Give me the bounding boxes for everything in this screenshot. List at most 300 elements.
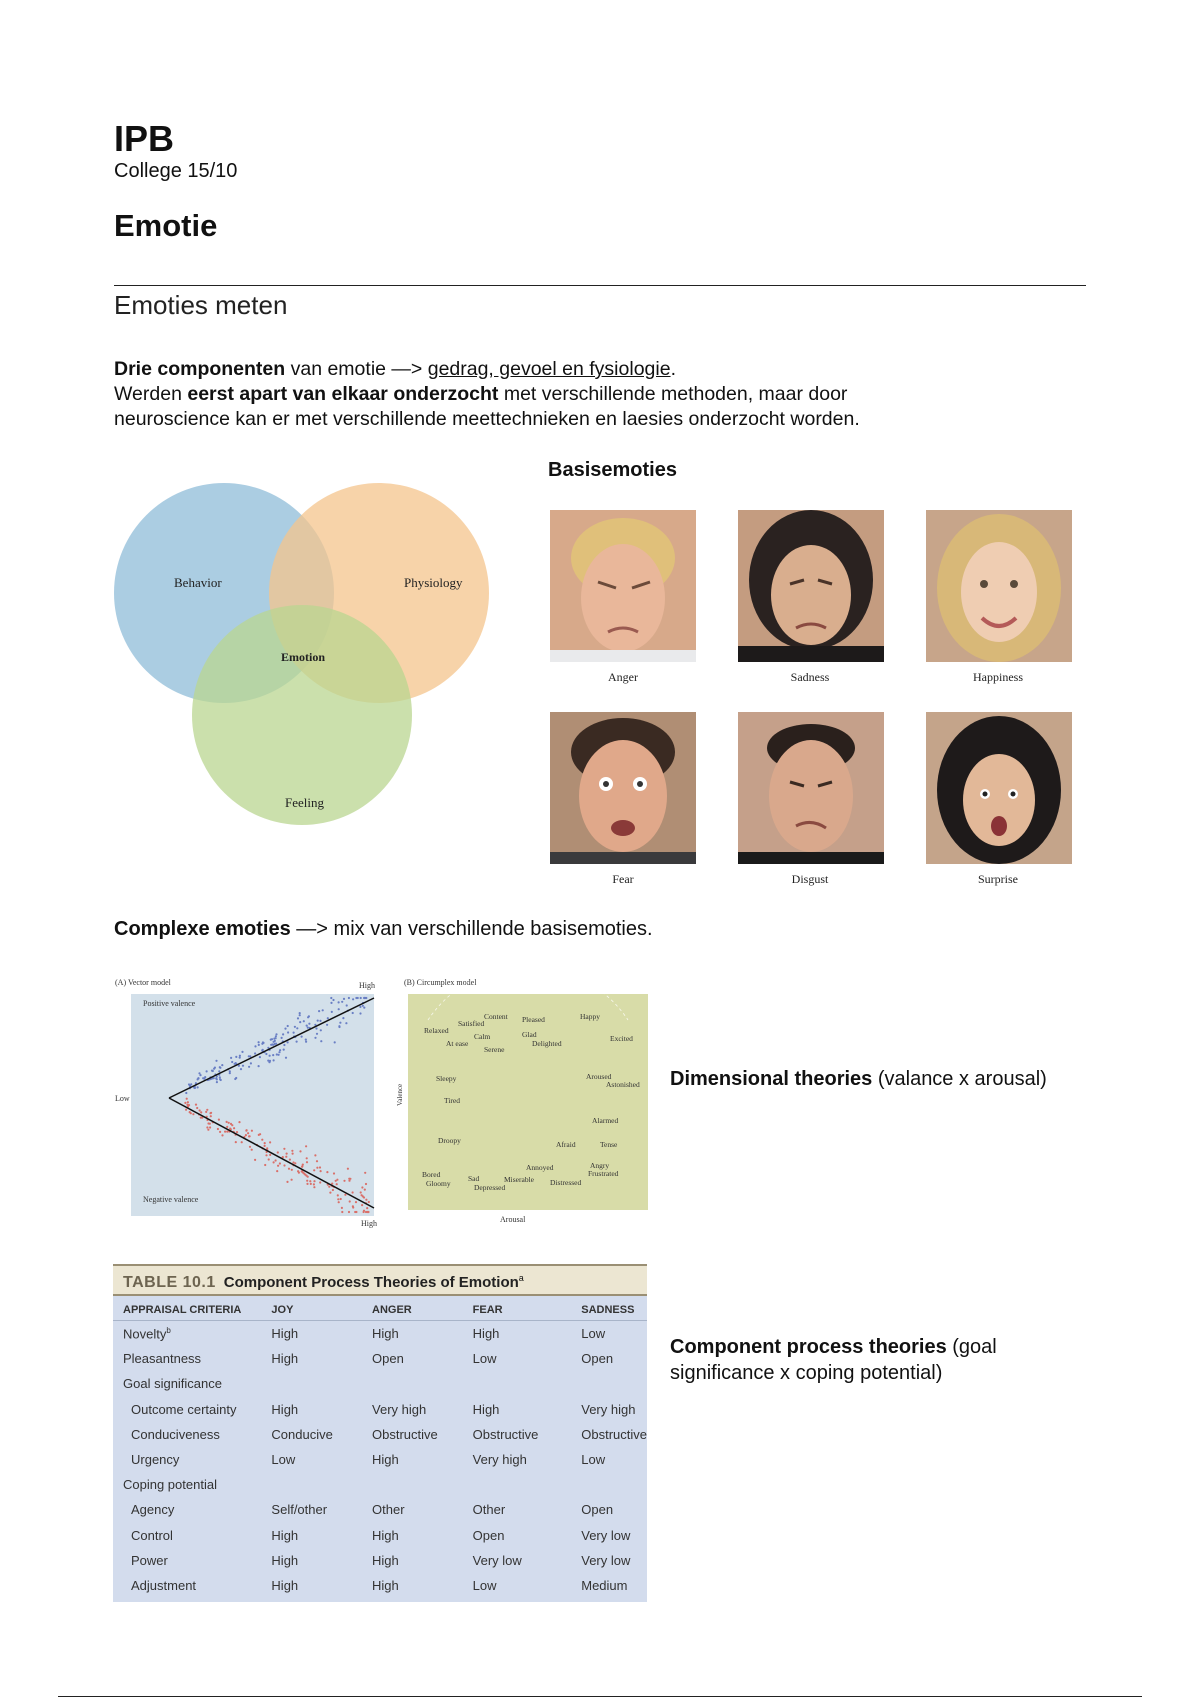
positive-point — [307, 1016, 309, 1018]
dimensional-bold: Dimensional theories — [670, 1068, 873, 1090]
negative-point — [313, 1180, 315, 1182]
component-process-line — [670, 1334, 1090, 1386]
positive-point — [355, 997, 357, 999]
positive-point — [273, 1059, 275, 1061]
positive-point — [299, 1014, 301, 1016]
behavior-label: Behavior — [174, 575, 222, 590]
cell-joy: High — [271, 1552, 299, 1568]
word-afraid: Afraid — [556, 1140, 576, 1149]
positive-point — [362, 1005, 364, 1007]
negative-point — [313, 1183, 315, 1185]
positive-point — [326, 1024, 328, 1026]
negative-point — [236, 1131, 238, 1133]
positive-point — [254, 1052, 256, 1054]
negative-point — [226, 1121, 228, 1123]
positive-point — [287, 1031, 289, 1033]
vector-low-label: Low — [115, 1094, 130, 1103]
positive-point — [248, 1066, 250, 1068]
negative-point — [268, 1158, 270, 1160]
header-fear: FEAR — [463, 1300, 572, 1321]
negative-point — [247, 1132, 249, 1134]
dimensional-text: (valance x arousal) — [872, 1068, 1047, 1090]
basic-emotions-title: Basisemoties — [548, 459, 677, 481]
table-row — [113, 1346, 647, 1371]
row-label: Control — [131, 1527, 173, 1543]
negative-point — [254, 1159, 256, 1161]
negative-point — [269, 1141, 271, 1143]
negative-point — [205, 1111, 207, 1113]
positive-point — [211, 1070, 213, 1072]
negative-point — [314, 1154, 316, 1156]
physiology-label: Physiology — [404, 575, 463, 590]
negative-point — [209, 1126, 211, 1128]
negative-point — [305, 1145, 307, 1147]
positive-point — [339, 1022, 341, 1024]
positive-point — [346, 1004, 348, 1006]
positive-point — [334, 1041, 336, 1043]
circumplex-panel-label: (B) Circumplex model — [404, 978, 477, 987]
vector-plot-area — [131, 994, 374, 1216]
positive-point — [216, 1081, 218, 1083]
word-gloomy: Gloomy — [426, 1179, 451, 1188]
positive-point — [221, 1064, 223, 1066]
anger-caption: Anger — [608, 670, 638, 684]
positive-point — [296, 1041, 298, 1043]
cell-sadness: Low — [581, 1326, 606, 1342]
negative-point — [245, 1134, 247, 1136]
positive-point — [297, 1017, 299, 1019]
positive-point — [359, 1006, 361, 1008]
vector-high-bottom: High — [361, 1219, 377, 1228]
negative-point — [200, 1117, 202, 1119]
negative-point — [231, 1124, 233, 1126]
negative-point — [210, 1115, 212, 1117]
component-process-bold: Component process theories — [670, 1336, 947, 1358]
word-annoyed: Annoyed — [526, 1163, 554, 1172]
positive-point — [330, 997, 332, 999]
negative-point — [241, 1141, 243, 1143]
intro-paragraph — [114, 357, 1114, 432]
table-row — [113, 1497, 647, 1522]
cell-fear: Very low — [472, 1552, 522, 1568]
cell-joy: Low — [271, 1452, 296, 1468]
positive-point — [285, 1057, 287, 1059]
intro-text-1-end: . — [670, 358, 676, 380]
negative-point — [186, 1098, 188, 1100]
positive-point — [338, 1001, 340, 1003]
cell-joy: High — [271, 1326, 299, 1342]
positive-point — [215, 1060, 217, 1062]
negative-point — [275, 1159, 277, 1161]
positive-point — [279, 1049, 281, 1051]
row-label: Pleasantness — [123, 1351, 202, 1367]
negative-point — [189, 1111, 191, 1113]
word-at-ease: At ease — [446, 1039, 469, 1048]
positive-point — [239, 1055, 241, 1057]
cell-sadness: Obstructive — [581, 1426, 647, 1442]
positive-point — [294, 1026, 296, 1028]
negative-point — [228, 1122, 230, 1124]
intro-text-2-start: Werden — [114, 383, 188, 405]
negative-point — [320, 1170, 322, 1172]
positive-point — [306, 1025, 308, 1027]
word-distressed: Distressed — [550, 1178, 582, 1187]
table-row — [113, 1371, 647, 1396]
positive-point — [308, 1023, 310, 1025]
cell-sadness: Very low — [581, 1527, 631, 1543]
positive-point — [327, 1017, 329, 1019]
negative-point — [283, 1148, 285, 1150]
negative-point — [209, 1123, 211, 1125]
negative-point — [221, 1134, 223, 1136]
vector-panel-label: (A) Vector model — [115, 978, 171, 987]
negative-point — [185, 1109, 187, 1111]
negative-point — [276, 1170, 278, 1172]
negative-point — [235, 1141, 237, 1143]
negative-point — [352, 1206, 354, 1208]
negative-point — [217, 1128, 219, 1130]
negative-point — [199, 1109, 201, 1111]
vector-model-plot — [113, 976, 383, 1230]
positive-point — [240, 1068, 242, 1070]
word-sad: Sad — [468, 1174, 480, 1183]
table-row — [113, 1321, 647, 1347]
negative-point — [233, 1127, 235, 1129]
positive-point — [342, 1017, 344, 1019]
cell-anger: High — [372, 1552, 399, 1568]
positive-point — [202, 1077, 204, 1079]
negative-point — [264, 1145, 266, 1147]
header-joy: JOY — [261, 1300, 362, 1321]
cell-joy: High — [271, 1577, 299, 1593]
positive-point — [271, 1038, 273, 1040]
positive-point — [239, 1057, 241, 1059]
positive-point — [360, 997, 362, 999]
positive-point — [206, 1070, 208, 1072]
cell-fear: Low — [472, 1577, 497, 1593]
negative-point — [292, 1161, 294, 1163]
negative-point — [285, 1156, 287, 1158]
row-label: Novelty$^b$ — [123, 1325, 171, 1342]
cell-joy: High — [271, 1401, 299, 1417]
negative-point — [363, 1210, 365, 1212]
word-aroused: Aroused — [586, 1072, 612, 1081]
sadness-face-photo — [738, 510, 884, 662]
cell-anger: Open — [372, 1351, 404, 1367]
table-title-footnote: a — [518, 1273, 524, 1283]
table-row — [113, 1523, 647, 1548]
negative-point — [316, 1167, 318, 1169]
table-row — [113, 1447, 647, 1472]
positive-point — [299, 1021, 301, 1023]
positive-point — [269, 1055, 271, 1057]
positive-point — [320, 1040, 322, 1042]
intro-bold-2: eerst apart van elkaar onderzocht — [187, 383, 499, 405]
positive-point — [281, 1037, 283, 1039]
negative-point — [289, 1159, 291, 1161]
positive-point — [276, 1053, 278, 1055]
footer-divider — [58, 1696, 1142, 1697]
negative-point — [277, 1165, 279, 1167]
negative-point — [184, 1102, 186, 1104]
component-process-text: (goal significance x coping potential) — [670, 1336, 997, 1384]
negative-point — [352, 1191, 354, 1193]
negative-point — [306, 1183, 308, 1185]
negative-point — [361, 1186, 363, 1188]
positive-point — [296, 1027, 298, 1029]
negative-point — [301, 1166, 303, 1168]
negative-point — [367, 1211, 369, 1213]
complex-text: —> mix van verschillende basisemoties. — [290, 918, 653, 940]
negative-point — [269, 1154, 271, 1156]
happiness-caption: Happiness — [973, 670, 1023, 684]
positive-point — [305, 1039, 307, 1041]
negative-point — [319, 1181, 321, 1183]
negative-point — [273, 1161, 275, 1163]
negative-point — [364, 1189, 366, 1191]
negative-point — [283, 1164, 285, 1166]
negative-point — [210, 1112, 212, 1114]
word-sleepy: Sleepy — [436, 1074, 457, 1083]
negative-point — [341, 1211, 343, 1213]
negative-point — [288, 1168, 290, 1170]
cell-anger: Very high — [372, 1401, 427, 1417]
negative-point — [258, 1134, 260, 1136]
negative-point — [264, 1142, 266, 1144]
negative-point — [206, 1126, 208, 1128]
positive-point — [235, 1077, 237, 1079]
word-bored: Bored — [422, 1170, 441, 1179]
negative-point — [328, 1186, 330, 1188]
positive-point — [283, 1044, 285, 1046]
vector-high-top: High — [359, 981, 375, 990]
negative-point — [224, 1131, 226, 1133]
cell-anger: Obstructive — [372, 1426, 438, 1442]
positive-point — [293, 1032, 295, 1034]
positive-point — [359, 1012, 361, 1014]
cell-anger: High — [372, 1452, 399, 1468]
cell-fear: Obstructive — [472, 1426, 539, 1442]
positive-point — [190, 1083, 192, 1085]
negative-point — [326, 1171, 328, 1173]
negative-valence-label: Negative valence — [143, 1195, 199, 1204]
cell-sadness: Very high — [581, 1401, 636, 1417]
negative-point — [261, 1139, 263, 1141]
appraisal-table — [113, 1300, 647, 1598]
positive-point — [352, 1012, 354, 1014]
negative-point — [187, 1101, 189, 1103]
table-caption — [113, 1264, 647, 1296]
intro-underlined: gedrag, gevoel en fysiologie — [427, 358, 671, 380]
negative-point — [238, 1121, 240, 1123]
table-row — [113, 1573, 647, 1598]
negative-point — [363, 1196, 365, 1198]
feeling-circle — [192, 605, 412, 825]
cell-sadness: Open — [581, 1502, 614, 1518]
word-droopy: Droopy — [438, 1136, 461, 1145]
positive-point — [322, 1009, 324, 1011]
negative-point — [206, 1109, 208, 1111]
cell-sadness: Low — [581, 1452, 606, 1468]
negative-point — [349, 1200, 351, 1202]
negative-point — [313, 1186, 315, 1188]
negative-point — [291, 1169, 293, 1171]
negative-point — [266, 1147, 268, 1149]
positive-point — [219, 1067, 221, 1069]
cell-joy: Conducive — [271, 1426, 333, 1442]
negative-point — [337, 1198, 339, 1200]
positive-point — [319, 1020, 321, 1022]
word-pleased: Pleased — [522, 1015, 545, 1024]
positive-point — [230, 1057, 232, 1059]
table-header-row — [113, 1300, 647, 1321]
cell-anger: Other — [372, 1502, 405, 1518]
positive-point — [231, 1061, 233, 1063]
negative-point — [291, 1150, 293, 1152]
positive-point — [275, 1035, 277, 1037]
positive-point — [320, 1029, 322, 1031]
negative-point — [200, 1111, 202, 1113]
negative-point — [306, 1157, 308, 1159]
cell-sadness: Very low — [581, 1552, 631, 1568]
positive-point — [274, 1040, 276, 1042]
negative-point — [249, 1135, 251, 1137]
positive-point — [343, 998, 345, 1000]
negative-point — [313, 1169, 315, 1171]
negative-point — [265, 1154, 267, 1156]
row-group-label: Coping potential — [123, 1477, 217, 1493]
row-label: Outcome certainty — [131, 1401, 237, 1417]
positive-point — [364, 997, 366, 999]
positive-point — [363, 1007, 365, 1009]
cell-fear: High — [472, 1326, 500, 1342]
negative-point — [306, 1161, 308, 1163]
cell-joy: High — [271, 1527, 299, 1543]
emotion-label: Emotion — [281, 650, 326, 664]
section-title: Emoties meten — [114, 290, 288, 320]
positive-point — [197, 1078, 199, 1080]
disgust-caption: Disgust — [791, 872, 829, 886]
anger-face-photo — [550, 510, 696, 662]
row-label: Urgency — [131, 1452, 180, 1468]
circumplex-ylabel: Valence — [396, 1083, 404, 1106]
negative-point — [319, 1166, 321, 1168]
word-happy: Happy — [580, 1012, 600, 1021]
word-tense: Tense — [600, 1140, 618, 1149]
negative-point — [226, 1131, 228, 1133]
complex-bold: Complexe emoties — [114, 918, 291, 940]
table-title: Component Process Theories of Emotion — [223, 1274, 519, 1291]
negative-point — [341, 1207, 343, 1209]
positive-point — [235, 1056, 237, 1058]
negative-point — [340, 1198, 342, 1200]
negative-point — [192, 1113, 194, 1115]
word-depressed: Depressed — [474, 1183, 506, 1192]
positive-point — [272, 1054, 274, 1056]
negative-point — [195, 1104, 197, 1106]
negative-point — [292, 1153, 294, 1155]
cell-anger: High — [372, 1326, 399, 1342]
cell-anger: High — [372, 1527, 399, 1543]
positive-valence-label: Positive valence — [143, 999, 196, 1008]
positive-point — [250, 1062, 252, 1064]
feeling-label: Feeling — [285, 795, 324, 810]
fear-face-photo — [550, 712, 696, 864]
positive-point — [214, 1067, 216, 1069]
negative-point — [306, 1180, 308, 1182]
negative-point — [307, 1176, 309, 1178]
table-row — [113, 1472, 647, 1497]
positive-point — [229, 1070, 231, 1072]
positive-point — [338, 1025, 340, 1027]
negative-point — [251, 1130, 253, 1132]
positive-point — [352, 998, 354, 1000]
negative-point — [336, 1179, 338, 1181]
positive-point — [307, 1027, 309, 1029]
positive-point — [299, 1012, 301, 1014]
positive-point — [345, 1022, 347, 1024]
positive-point — [341, 1001, 343, 1003]
positive-point — [303, 1020, 305, 1022]
cell-joy: High — [271, 1351, 299, 1367]
positive-point — [218, 1070, 220, 1072]
intro-text-3: neuroscience kan er met verschillende meettechnieken en laesies onderzocht worden. — [114, 408, 860, 430]
negative-point — [316, 1160, 318, 1162]
negative-point — [344, 1194, 346, 1196]
cell-anger: High — [372, 1577, 399, 1593]
novelty-footnote: b — [166, 1325, 171, 1335]
positive-point — [267, 1060, 269, 1062]
positive-point — [241, 1051, 243, 1053]
table-row — [113, 1397, 647, 1422]
positive-point — [330, 1002, 332, 1004]
lecture-date: College 15/10 — [114, 160, 238, 182]
positive-point — [262, 1041, 264, 1043]
negative-point — [277, 1151, 279, 1153]
header-criteria: APPRAISAL CRITERIA — [113, 1300, 261, 1321]
negative-point — [264, 1164, 266, 1166]
word-glad: Glad — [522, 1030, 537, 1039]
cell-fear: Other — [472, 1502, 506, 1518]
negative-point — [207, 1129, 209, 1131]
negative-point — [329, 1192, 331, 1194]
cell-fear: Low — [472, 1351, 497, 1367]
negative-point — [337, 1194, 339, 1196]
course-title: IPB — [114, 118, 175, 159]
dimensional-theories-line — [670, 1068, 1047, 1091]
positive-point — [235, 1062, 237, 1064]
positive-point — [185, 1092, 187, 1094]
positive-point — [216, 1078, 218, 1080]
positive-point — [254, 1045, 256, 1047]
negative-point — [246, 1129, 248, 1131]
cell-fear: Very high — [472, 1452, 527, 1468]
positive-point — [287, 1041, 289, 1043]
row-label: Agency — [131, 1502, 175, 1518]
negative-point — [297, 1170, 299, 1172]
word-serene: Serene — [484, 1045, 505, 1054]
positive-point — [259, 1056, 261, 1058]
word-alarmed: Alarmed — [592, 1116, 619, 1125]
negative-point — [361, 1204, 363, 1206]
intro-text-2-end: met verschillende methoden, maar door — [498, 383, 848, 405]
word-content: Content — [484, 1012, 508, 1021]
negative-point — [226, 1126, 228, 1128]
positive-point — [314, 1037, 316, 1039]
surprise-caption: Surprise — [978, 872, 1018, 886]
header-sadness: SADNESS — [571, 1300, 647, 1321]
negative-point — [279, 1162, 281, 1164]
